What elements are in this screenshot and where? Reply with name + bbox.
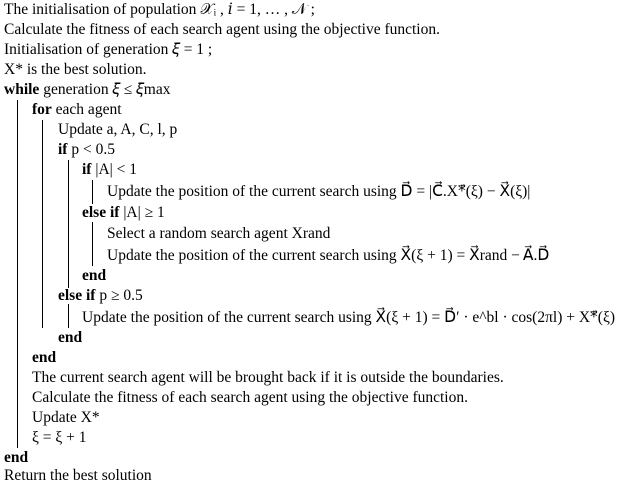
algo-line-text: The initialisation of population 𝒳ᵢ , 𝑖 = 1, … , 𝒩 ; xyxy=(4,1,315,18)
keyword-if: if xyxy=(82,161,92,178)
algo-line-if-a xyxy=(82,160,137,180)
algo-line-end-while xyxy=(4,448,28,468)
algo-line-text: Calculate the fitness of each search agent using the objective function. xyxy=(4,21,440,38)
algo-line-text: Update the position of the current search using D⃗ = |C⃗.X*⃗(ξ) − X⃗(ξ)| xyxy=(107,183,531,200)
algo-line-text: Update the position of the current search using X⃗(ξ + 1) = X⃗rand − A⃗.D⃗ xyxy=(107,247,550,264)
else-if-a-block-bar xyxy=(92,222,93,266)
algo-line-return xyxy=(4,466,152,486)
algo-line-update-encircling xyxy=(107,182,530,202)
algo-line-init-generation xyxy=(4,40,212,60)
algo-line-text: ξ = ξ + 1 xyxy=(32,429,87,446)
keyword-if: if xyxy=(58,141,68,158)
algo-line-text: each agent xyxy=(51,101,122,118)
algo-line-text: Select a random search agent Xrand xyxy=(107,225,331,242)
algo-line-text: Calculate the fitness of each search agent using the objective function. xyxy=(32,389,468,406)
keyword-else-if: else if xyxy=(82,204,120,221)
algo-line-text: p ≥ 0.5 xyxy=(95,287,143,304)
algo-line-end-for xyxy=(32,348,56,368)
algo-line-text: Return the best solution xyxy=(4,467,152,484)
algo-line-best-solution xyxy=(4,60,147,80)
algo-line-text: The current search agent will be brought back if it is outside the boundaries. xyxy=(32,369,504,386)
algo-line-update-params xyxy=(58,120,177,140)
if-p-block-bar xyxy=(68,160,69,288)
algo-line-end-inner-if xyxy=(82,266,106,286)
algo-line-update-spiral xyxy=(82,308,615,328)
algo-line-calc-fitness-2 xyxy=(32,388,468,408)
algo-line-text: Initialisation of generation 𝜉 = 1 ; xyxy=(4,41,213,58)
algo-line-text: X* is the best solution. xyxy=(4,61,147,78)
keyword-for: for xyxy=(32,101,52,118)
algo-line-text: generation 𝜉 ≤ 𝜉max xyxy=(39,81,171,98)
algo-line-text: Update the position of the current search using X⃗(ξ + 1) = D⃗′ · e^bl · cos(2πl) + X*⃗(ξ) xyxy=(82,309,616,326)
algo-line-select-random xyxy=(107,224,330,244)
keyword-else-if: else if xyxy=(58,287,96,304)
algo-line-update-search xyxy=(107,246,549,266)
algo-line-increment-generation xyxy=(32,428,87,448)
algo-line-text: Update X* xyxy=(32,409,100,426)
keyword-end: end xyxy=(82,267,107,284)
else-if-p-block-bar xyxy=(68,304,69,328)
algo-line-boundary-check xyxy=(32,368,504,388)
algo-line-while xyxy=(4,80,170,100)
keyword-end: end xyxy=(58,329,83,346)
keyword-end: end xyxy=(4,449,29,466)
keyword-while: while xyxy=(4,81,40,98)
for-block-bar xyxy=(42,120,43,328)
keyword-end: end xyxy=(32,349,57,366)
algo-line-calc-fitness xyxy=(4,20,440,40)
algo-line-if-p xyxy=(58,140,115,160)
algo-line-end-if-p xyxy=(58,328,82,348)
algo-line-else-if-p xyxy=(58,286,143,306)
while-block-bar xyxy=(17,100,18,448)
algo-line-text: p < 0.5 xyxy=(67,141,115,158)
algo-line-text: |A| < 1 xyxy=(91,161,137,178)
algo-line-text: Update a, A, C, l, p xyxy=(58,121,178,138)
if-a-block-bar xyxy=(92,180,93,204)
algo-line-text: |A| ≥ 1 xyxy=(119,204,165,221)
algo-line-init-population xyxy=(4,0,315,20)
algo-line-update-best xyxy=(32,408,100,428)
algo-line-for xyxy=(32,100,122,120)
algo-line-else-if-a xyxy=(82,203,165,223)
